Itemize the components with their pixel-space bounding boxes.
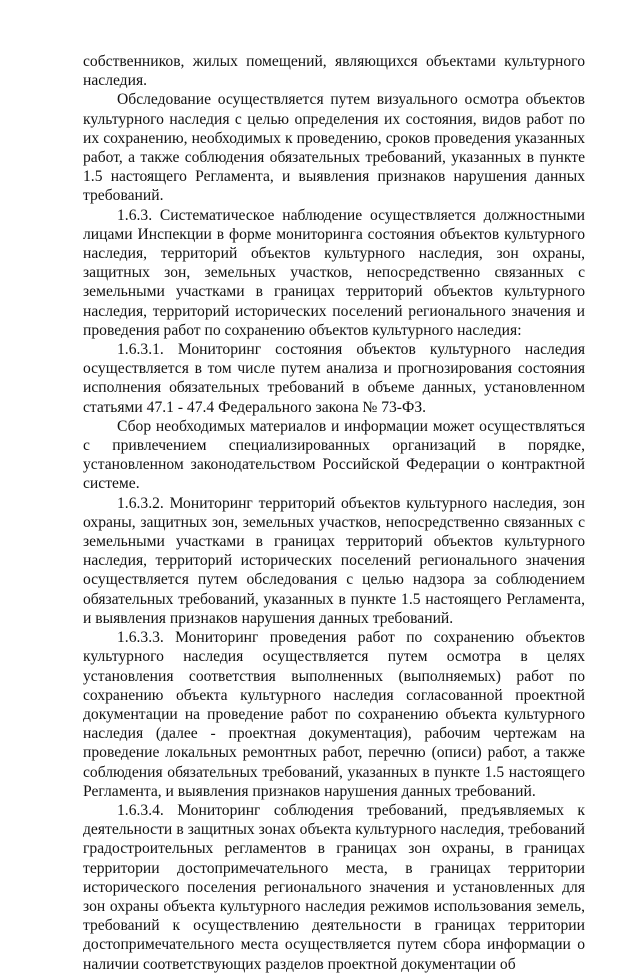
paragraph-data-collection: Сбор необходимых материалов и информации может осуществляться с привлечением специализированных организаций в порядке, установленном законодательством Российской Федерации о контрактной системе. bbox=[83, 417, 585, 493]
paragraph-1-6-3-2: 1.6.3.2. Мониторинг территорий объектов культурного наследия, зон охраны, защитных зон, земельных участков, непосредственно связанных с земельными участками в границах территорий объектов культурного наследия, территорий исторических поселений регионального значения осуществляется путем обследования с целью надзора за соблюдением обязательных требований, указанных в пункте 1.5 настоящего Регламента, и выявления признаков нарушения данных требований. bbox=[83, 494, 585, 627]
document-page bbox=[83, 52, 585, 974]
paragraph-1-6-3: 1.6.3. Систематическое наблюдение осуществляется должностными лицами Инспекции в форме мониторинга состояния объектов культурного наследия, территорий объектов культурного наследия, зон охраны, защитных зон, земельных участков, непосредственно связанных с земельными участками в границах территорий объектов культурного наследия, территорий исторических поселений регионального значения и проведения работ по сохранению объектов культурного наследия: bbox=[83, 206, 585, 339]
paragraph-1-6-3-1: 1.6.3.1. Мониторинг состояния объектов культурного наследия осуществляется в том числе путем анализа и прогнозирования состояния исполнения обязательных требований в объеме данных, установленном статьями 47.1 - 47.4 Федерального закона № 73-ФЗ. bbox=[83, 341, 585, 416]
paragraph-owners-continuation: собственников, жилых помещений, являющихся объектами культурного наследия. bbox=[83, 53, 585, 90]
paragraph-1-6-3-4: 1.6.3.4. Мониторинг соблюдения требований, предъявляемых к деятельности в защитных зонах объекта культурного наследия, требований градостроительных регламентов в границах зон охраны, в границах территории достопримечательного места, в границах территории исторического поселения регионального значения и установленных для зон охраны объекта культурного наследия режимов использования земель, требований к осуществлению деятельности в границах территории достопримечательного места осуществляется путем сбора информации о наличии соответствующих разделов проектной документации об bbox=[83, 801, 585, 973]
paragraph-inspection-method: Обследование осуществляется путем визуального осмотра объектов культурного наследия с целью определения их состояния, видов работ по их сохранению, необходимых к проведению, сроков проведения указанных работ, а также соблюдения обязательных требований, указанных в пункте 1.5 настоящего Регламента, и выявления признаков нарушения данных требований. bbox=[83, 91, 585, 205]
paragraph-1-6-3-3: 1.6.3.3. Мониторинг проведения работ по сохранению объектов культурного наследия осуществляется путем осмотра в целях установления соответствия выполненных (выполняемых) работ по сохранению объекта культурного наследия согласованной проектной документации на проведение работ по сохранению объекта культурного наследия (далее - проектная документация), рабочим чертежам на проведение локальных ремонтных работ, перечню (описи) работ, а также соблюдения обязательных требований, указанных в пункте 1.5 настоящего Регламента, и выявления признаков нарушения данных требований. bbox=[83, 629, 585, 800]
